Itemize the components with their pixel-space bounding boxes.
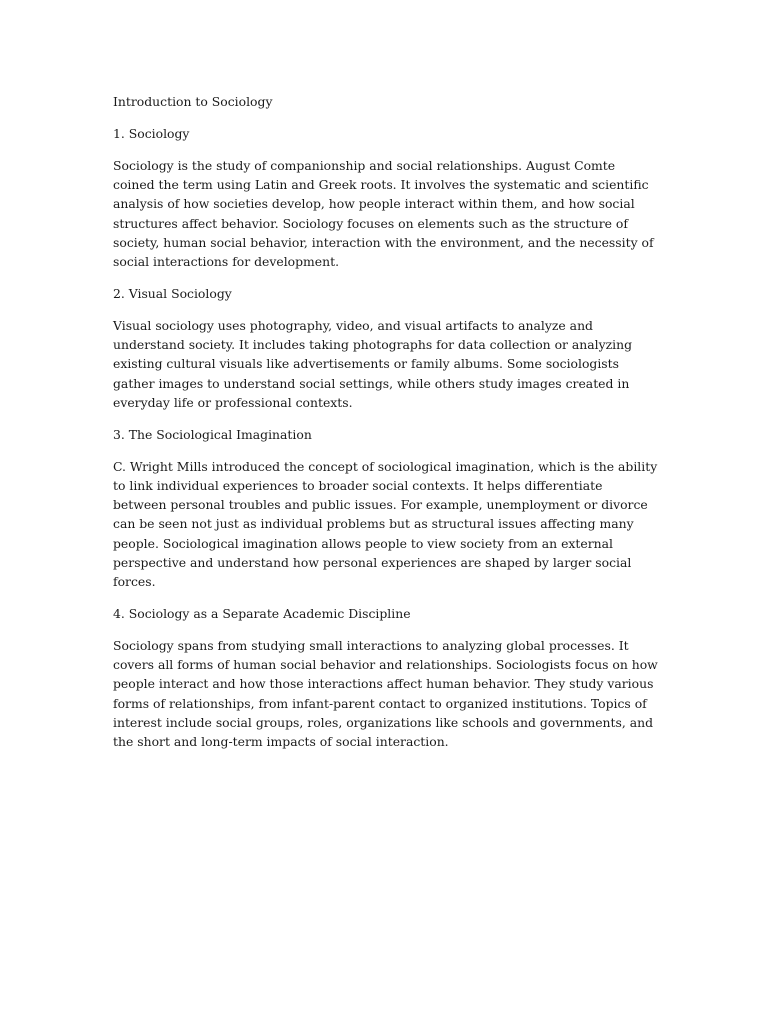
section-heading-academic-discipline: 4. Sociology as a Separate Academic Discipline <box>113 606 411 622</box>
section-heading-sociology: 1. Sociology <box>113 126 190 141</box>
document-title: Introduction to Sociology <box>113 94 273 109</box>
section-paragraph-sociological-imagination: C. Wright Mills introduced the concept of sociological imagination, which is the ability to link individual experiences to broader social contexts. It helps differentiate between personal troubles and public issues. For example, unemployment or divorce can be seen not just as individual problems but as structural issues affecting many people. Sociological imagination allows people to view society from an external perspective and understand how personal experiences are shaped by larger social forces. <box>113 458 658 590</box>
document-body <box>113 92 658 764</box>
section-heading-visual-sociology: 2. Visual Sociology <box>113 286 232 302</box>
section-paragraph-sociology: Sociology is the study of companionship and social relationships. August Comte coined the term using Latin and Greek roots. It involves the systematic and scientific analysis of how societies develop, how people interact within them, and how social structures affect behavior. Sociology focuses on elements such as the structure of society, human social behavior, interaction with the environment, and the necessity of social interactions for development. <box>113 158 654 270</box>
section-paragraph-visual-sociology: Visual sociology uses photography, video, and visual artifacts to analyze and understand society. It includes taking photographs for data collection or analyzing existing cultural visuals like advertisements or family albums. Some sociologists gather images to understand social settings, while others study images created in everyday life or professional contexts. <box>113 318 633 410</box>
section-heading-sociological-imagination: 3. The Sociological Imagination <box>113 426 312 442</box>
section-paragraph-academic-discipline: Sociology spans from studying small interactions to analyzing global processes. It covers all forms of human social behavior and relationships. Sociologists focus on how people interact and how those interactions affect human behavior. They study various forms of relationships, from infant-parent contact to organized institutions. Topics of interest include social groups, roles, organizations like schools and governments, and the short and long-term impacts of social interaction. <box>113 638 658 750</box>
